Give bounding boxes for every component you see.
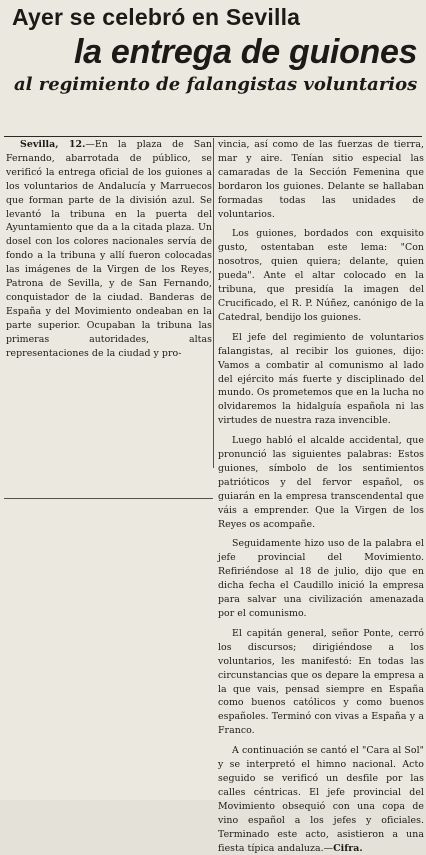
article-paragraph: Seguidamente hizo uso de la palabra el jefe provincial del Movimiento. Refiriéndose al 18 de julio, dijo que en dicha fecha el Caudillo inició la empresa para salvar una civilización amenazada por el comunismo. [218, 538, 424, 619]
headline-line-1: Ayer se celebró en Sevilla [12, 4, 301, 30]
article-paragraph [6, 138, 212, 361]
article-paragraph: Luego habló el alcalde accidental, que pronunció las siguientes palabras: Estos guiones, símbolo de los sentimientos patrióticos y del fervor español, os guiarán en la empresa transcendental que váis a emprender. Que la Virgen de los Reyes os acompañe. [218, 435, 424, 530]
headline-block [0, 2, 426, 98]
headline-line-3: al regimiento de falangistas voluntarios [14, 74, 418, 95]
article-column-right [218, 138, 424, 855]
left-column-end-rule [4, 498, 213, 499]
article-body [4, 138, 424, 854]
article-paragraph: Los guiones, bordados con exquisito gusto, ostentaban este lema: "Con nosotros, quien quiera; delante, quien pueda". Ante el altar colocado en la tribuna, que presidía la imagen del Crucificado, el R. P. Núñez, canónigo de la Catedral, bendijo los guiones. [218, 228, 424, 323]
column-divider [213, 138, 214, 468]
article-paragraph: El capitán general, señor Ponte, cerró los discursos; dirigiéndose a los voluntarios, les manifestó: En todas las circunstancias que os depare la empresa a la que vais, pensad siempre en España como buenos católicos y como buenos españoles. Terminó con vivas a España y a Franco. [218, 627, 424, 737]
headline-rule [4, 136, 422, 137]
headline-line-2: la entrega de guiones [74, 33, 418, 71]
paragraph-text: A continuación se cantó el "Cara al Sol" y se interpretó el himno nacional. Acto seguido se verificó un desfile por las calles céntricas. El jefe provincial del Movimiento obsequió con una copa de vino español a los jefes y oficiales. Terminado este acto, asistieron a una fiesta típica andaluza.— [218, 745, 424, 854]
signature: Cifra. [333, 842, 363, 854]
article-paragraph: El jefe del regimiento de voluntarios falangistas, al recibir los guiones, dijo: Vamos a combatir al comunismo al lado del ejército más fuerte y disciplinado del mundo. Os prometemos que en la lucha no olvidaremos la hidalguía española ni las virtudes de nuestra raza invencible. [218, 331, 424, 427]
article-paragraph: vincia, así como de las fuerzas de tierra, mar y aire. Tenían sitio especial las camaradas de la Sección Femenina que bordaron los guiones. Delante se hallaban formadas todas las unidades de voluntarios. [218, 139, 424, 220]
paragraph-text: —En la plaza de San Fernando, abarrotada de público, se verificó la entrega oficial de los guiones a los voluntarios de Andalucía y Marruecos que forman parte de la división azul. Se levantó la tribuna en la puerta del Ayuntamiento que da a la citada plaza. Un dosel con los colores nacionales servía de fondo a la tribuna y allí fueron colocadas las imágenes de la Virgen de los Reyes, Patrona de Sevilla, y de San Fernando, conquistador de la ciudad. Banderas de España y del Movimiento ondeaban en la parte superior. Ocupaban la tribuna las primeras autoridades, altas representaciones de la ciudad y pro- [6, 139, 212, 359]
article-column-left [4, 138, 212, 361]
place-date: Sevilla, 12. [20, 139, 86, 150]
